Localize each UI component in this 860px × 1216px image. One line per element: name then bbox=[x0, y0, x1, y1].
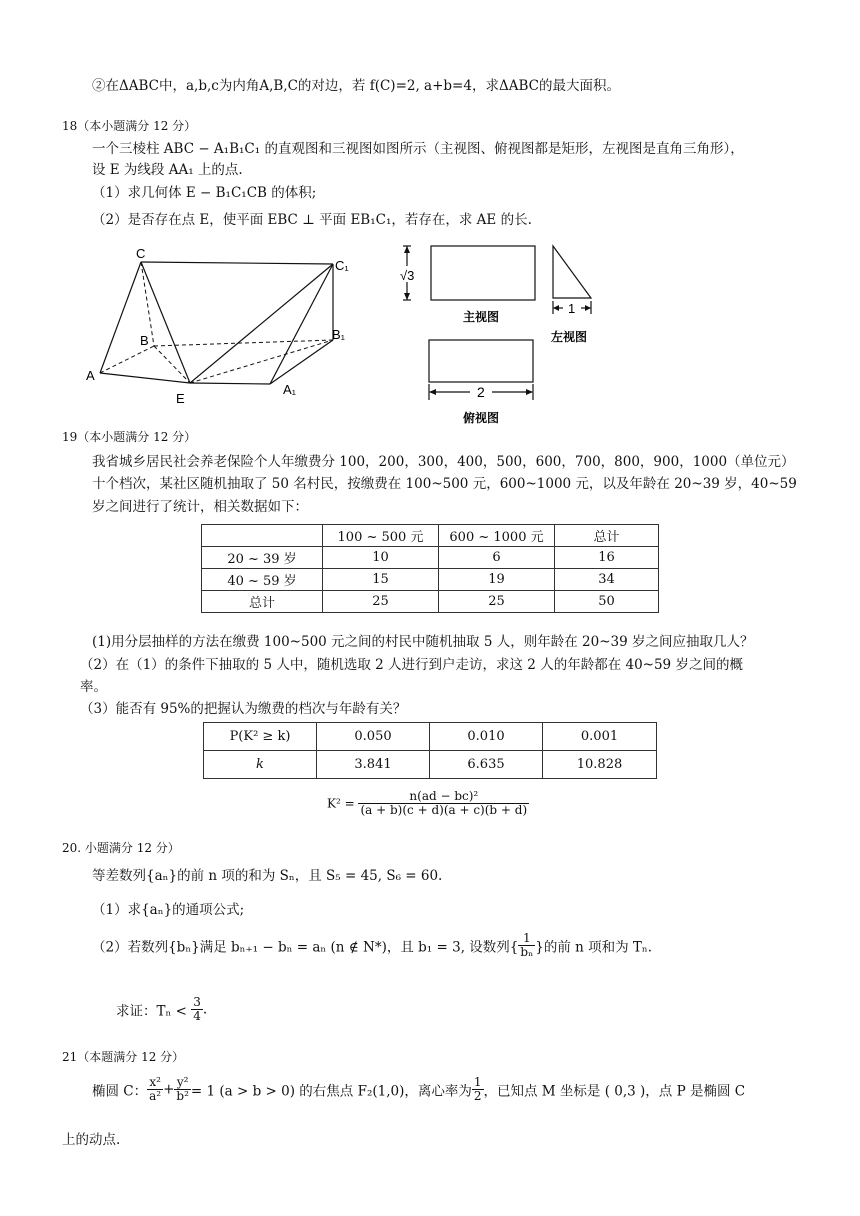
top-view-label: 俯视图 bbox=[463, 411, 500, 425]
formula-den: (a + b)(c + d)(a + c)(b + d) bbox=[360, 803, 528, 817]
q20-prove-pre: 求证：Tₙ < bbox=[116, 1003, 187, 1020]
table-cell: 20 ~ 39 岁 bbox=[202, 547, 323, 569]
table-cell: 0.001 bbox=[543, 723, 657, 751]
q19-line1: 我省城乡居民社会养老保险个人年缴费分 100，200，300，400，500，600，700，800，900，1000（单位元） bbox=[92, 454, 795, 470]
k2-formula bbox=[327, 790, 529, 817]
dim-sqrt3: √3 bbox=[400, 268, 415, 283]
frac-num: 3 bbox=[193, 995, 201, 1009]
frac-den: b² bbox=[176, 1089, 189, 1103]
q20-prove bbox=[116, 996, 207, 1023]
survey-table bbox=[201, 524, 659, 613]
formula-fraction bbox=[358, 790, 529, 817]
dim-1: 1 bbox=[568, 301, 576, 316]
table-header-cell: 总计 bbox=[555, 525, 659, 547]
table-header-cell: 100 ~ 500 元 bbox=[323, 525, 439, 547]
frac-den: bₙ bbox=[520, 945, 534, 959]
q20-prove-fraction bbox=[191, 996, 203, 1023]
table-cell: 3.841 bbox=[317, 751, 430, 779]
label-A1: A₁ bbox=[283, 382, 297, 397]
table-cell: 10 bbox=[323, 547, 439, 569]
q17-part2: ②在ΔABC中，a,b,c为内角A,B,C的对边，若 f(C)=2, a+b=4，求ΔABC的最大面积。 bbox=[92, 78, 620, 94]
q20-part2-fraction bbox=[518, 932, 535, 959]
q21-mid: = 1 (a > b > 0) 的右焦点 F₂(1,0)，离心率为 bbox=[190, 1083, 472, 1100]
front-view-label: 主视图 bbox=[463, 310, 500, 324]
q21-line1 bbox=[92, 1076, 745, 1103]
frac-num: 1 bbox=[518, 932, 535, 946]
table-cell: 40 ~ 59 岁 bbox=[202, 569, 323, 591]
x-fraction bbox=[147, 1076, 163, 1103]
formula-lhs: K² = bbox=[327, 796, 355, 811]
q20-prove-post: . bbox=[202, 1001, 208, 1018]
three-views-figure bbox=[395, 242, 615, 427]
table-row bbox=[202, 569, 659, 591]
formula-num: n(ad − bc)² bbox=[358, 790, 529, 804]
q21-line2: 上的动点. bbox=[62, 1132, 121, 1148]
k-critical-table bbox=[203, 722, 657, 779]
table-cell: 34 bbox=[555, 569, 659, 591]
dim-2: 2 bbox=[477, 384, 485, 400]
q19-part2a: （2）在（1）的条件下抽取的 5 人中，随机选取 2 人进行到户走访，求这 2 人的年龄都在 40~59 岁之间的概 bbox=[80, 657, 743, 673]
q20-line1: 等差数列{aₙ}的前 n 项的和为 Sₙ，且 S₅ = 45, S₆ = 60. bbox=[92, 868, 443, 884]
q21-header: 21（本题满分 12 分） bbox=[62, 1050, 185, 1064]
table-cell: 总计 bbox=[202, 591, 323, 613]
frac-den: 4 bbox=[193, 1009, 201, 1023]
q21-plus: + bbox=[163, 1081, 175, 1098]
frac-den: 2 bbox=[473, 1089, 482, 1103]
table-header-cell bbox=[202, 525, 323, 547]
q19-line3: 岁之间进行了统计，相关数据如下： bbox=[92, 499, 308, 515]
table-cell: 0.050 bbox=[317, 723, 430, 751]
q19-header: 19（本小题满分 12 分） bbox=[62, 430, 197, 444]
q18-part2: （2）是否存在点 E，使平面 EBC ⊥ 平面 EB₁C₁，若存在，求 AE 的长. bbox=[92, 212, 532, 228]
q20-part1: （1）求{aₙ}的通项公式; bbox=[92, 902, 245, 918]
q19-line2: 十个档次，某社区随机抽取了 50 名村民，按缴费在 100~500 元，600~1000 元，以及年龄在 20~39 岁，40~59 bbox=[92, 476, 797, 492]
prism-figure bbox=[80, 248, 360, 408]
table-cell: 0.010 bbox=[430, 723, 543, 751]
table-cell: k bbox=[204, 751, 317, 779]
q21-pre: 椭圆 C： bbox=[92, 1083, 148, 1100]
table-row bbox=[204, 723, 657, 751]
label-A: A bbox=[86, 368, 95, 383]
table-row bbox=[202, 547, 659, 569]
table-cell: 25 bbox=[323, 591, 439, 613]
table-cell: 6.635 bbox=[430, 751, 543, 779]
q19-part1: (1)用分层抽样的方法在缴费 100~500 元之间的村民中随机抽取 5 人，则年龄在 20~39 岁之间应抽取几人？ bbox=[92, 634, 754, 650]
table-cell: 15 bbox=[323, 569, 439, 591]
table-row bbox=[204, 751, 657, 779]
table-cell: P(K² ≥ k) bbox=[204, 723, 317, 751]
label-C: C bbox=[136, 248, 146, 261]
y-fraction bbox=[174, 1076, 191, 1103]
label-B1: B₁ bbox=[332, 327, 346, 342]
table-cell: 50 bbox=[555, 591, 659, 613]
frac-num: x² bbox=[147, 1076, 163, 1090]
frac-den: a² bbox=[149, 1089, 162, 1103]
q20-part2-pre: （2）若数列{bₙ}满足 bₙ₊₁ − bₙ = aₙ (n ∉ N*)，且 b₁ = 3, 设数列{ bbox=[92, 939, 519, 956]
q18-header: 18（本小题满分 12 分） bbox=[62, 119, 197, 133]
table-row bbox=[202, 525, 659, 547]
table-cell: 6 bbox=[439, 547, 555, 569]
q21-post: ，已知点 M 坐标是 ( 0,3 )，点 P 是椭圆 C bbox=[483, 1083, 746, 1100]
q18-part1: （1）求几何体 E − B₁C₁CB 的体积; bbox=[92, 185, 317, 201]
frac-num: 1 bbox=[473, 1075, 482, 1089]
e-fraction bbox=[472, 1076, 484, 1103]
frac-num: y² bbox=[174, 1076, 191, 1090]
q18-line2: 设 E 为线段 AA₁ 上的点. bbox=[92, 162, 243, 178]
table-cell: 25 bbox=[439, 591, 555, 613]
label-C1: C₁ bbox=[335, 258, 349, 273]
table-header-cell: 600 ~ 1000 元 bbox=[439, 525, 555, 547]
table-cell: 10.828 bbox=[543, 751, 657, 779]
q19-part3: （3）能否有 95%的把握认为缴费的档次与年龄有关？ bbox=[80, 701, 407, 717]
q19-part2b: 率。 bbox=[80, 679, 107, 695]
q20-part2 bbox=[92, 932, 652, 959]
q18-line1: 一个三棱柱 ABC − A₁B₁C₁ 的直观图和三视图如图所示（主视图、俯视图都是矩形，左视图是直角三角形）， bbox=[92, 141, 744, 157]
table-cell: 16 bbox=[555, 547, 659, 569]
label-E: E bbox=[176, 391, 185, 406]
table-row bbox=[202, 591, 659, 613]
left-view-label: 左视图 bbox=[551, 330, 588, 344]
table-cell: 19 bbox=[439, 569, 555, 591]
q20-part2-post: }的前 n 项和为 Tₙ. bbox=[535, 939, 653, 956]
q20-header: 20. 小题满分 12 分） bbox=[62, 841, 180, 855]
label-B: B bbox=[140, 333, 149, 348]
